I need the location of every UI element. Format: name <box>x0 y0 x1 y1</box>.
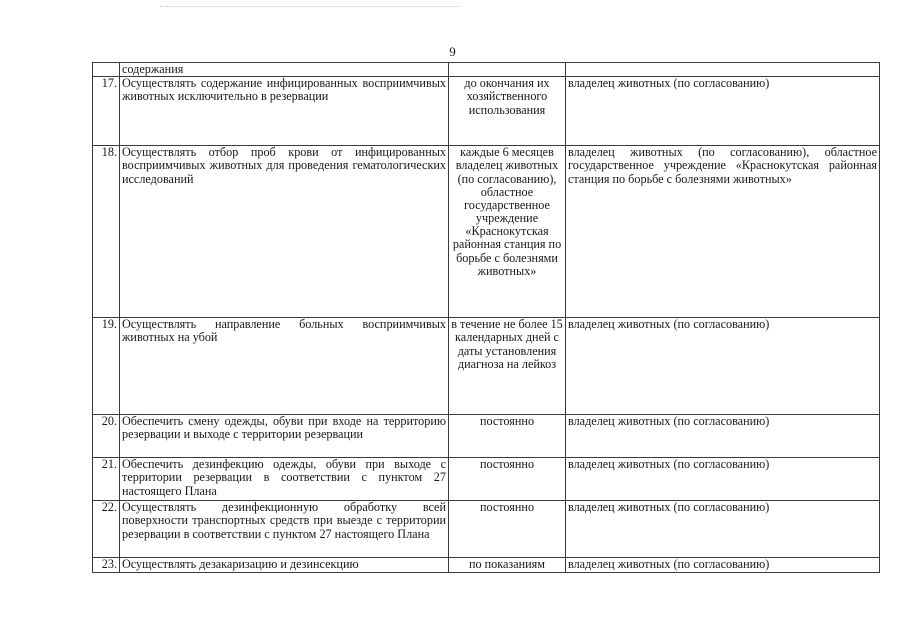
table-row <box>93 318 880 415</box>
table-row-continuation <box>93 63 880 77</box>
cell-action: Осуществлять дезинфекционную обработку всей поверхности транспортных средств при выезде с территории резервации в соответствии с пунктом 27 настоящего Плана <box>120 501 449 558</box>
table-row <box>93 458 880 501</box>
cell-term: постоянно <box>449 415 566 458</box>
cell-responsible <box>566 63 880 77</box>
table-row <box>93 415 880 458</box>
cell-action: Осуществлять содержание инфицированных восприимчивых животных исключительно в резервации <box>120 77 449 146</box>
cell-responsible: владелец животных (по согласованию), областное государственное учреждение «Краснокутская районная станция по борьбе с болезнями животных» <box>566 146 880 318</box>
cell-num: 22. <box>93 501 120 558</box>
cell-num: 19. <box>93 318 120 415</box>
cell-term: постоянно <box>449 501 566 558</box>
cell-num: 20. <box>93 415 120 458</box>
cell-term: по показаниям <box>449 558 566 573</box>
cell-num: 23. <box>93 558 120 573</box>
scan-artifact-line <box>160 6 460 8</box>
cell-term <box>449 63 566 77</box>
cell-action: Осуществлять отбор проб крови от инфицированных восприимчивых животных для проведения гематологических исследований <box>120 146 449 318</box>
cell-responsible: владелец животных (по согласованию) <box>566 458 880 501</box>
cell-num: 17. <box>93 77 120 146</box>
table-row <box>93 501 880 558</box>
cell-term: каждые 6 месяцев владелец животных (по согласованию), областное государственное учреждение «Краснокутская районная станция по борьбе с болезнями животных» <box>449 146 566 318</box>
cell-responsible: владелец животных (по согласованию) <box>566 415 880 458</box>
cell-responsible: владелец животных (по согласованию) <box>566 558 880 573</box>
cell-term: постоянно <box>449 458 566 501</box>
cell-num: 21. <box>93 458 120 501</box>
plan-table <box>92 62 880 573</box>
table-row <box>93 146 880 318</box>
cell-term: до окончания их хозяйственного использования <box>449 77 566 146</box>
cell-term: в течение не более 15 календарных дней с даты установления диагноза на лейкоз <box>449 318 566 415</box>
cell-action: Осуществлять дезакаризацию и дезинсекцию <box>120 558 449 573</box>
cell-num: 18. <box>93 146 120 318</box>
cell-action: Осуществлять направление больных восприимчивых животных на убой <box>120 318 449 415</box>
cell-action: Обеспечить смену одежды, обуви при входе на территорию резервации и выходе с территории резервации <box>120 415 449 458</box>
table-row <box>93 77 880 146</box>
cell-num <box>93 63 120 77</box>
cell-responsible: владелец животных (по согласованию) <box>566 77 880 146</box>
cell-action: содержания <box>120 63 449 77</box>
cell-action: Обеспечить дезинфекцию одежды, обуви при выходе с территории резервации в соответствии с пунктом 27 настоящего Плана <box>120 458 449 501</box>
page-number: 9 <box>449 44 456 59</box>
cell-responsible: владелец животных (по согласованию) <box>566 318 880 415</box>
table-row <box>93 558 880 573</box>
cell-responsible: владелец животных (по согласованию) <box>566 501 880 558</box>
